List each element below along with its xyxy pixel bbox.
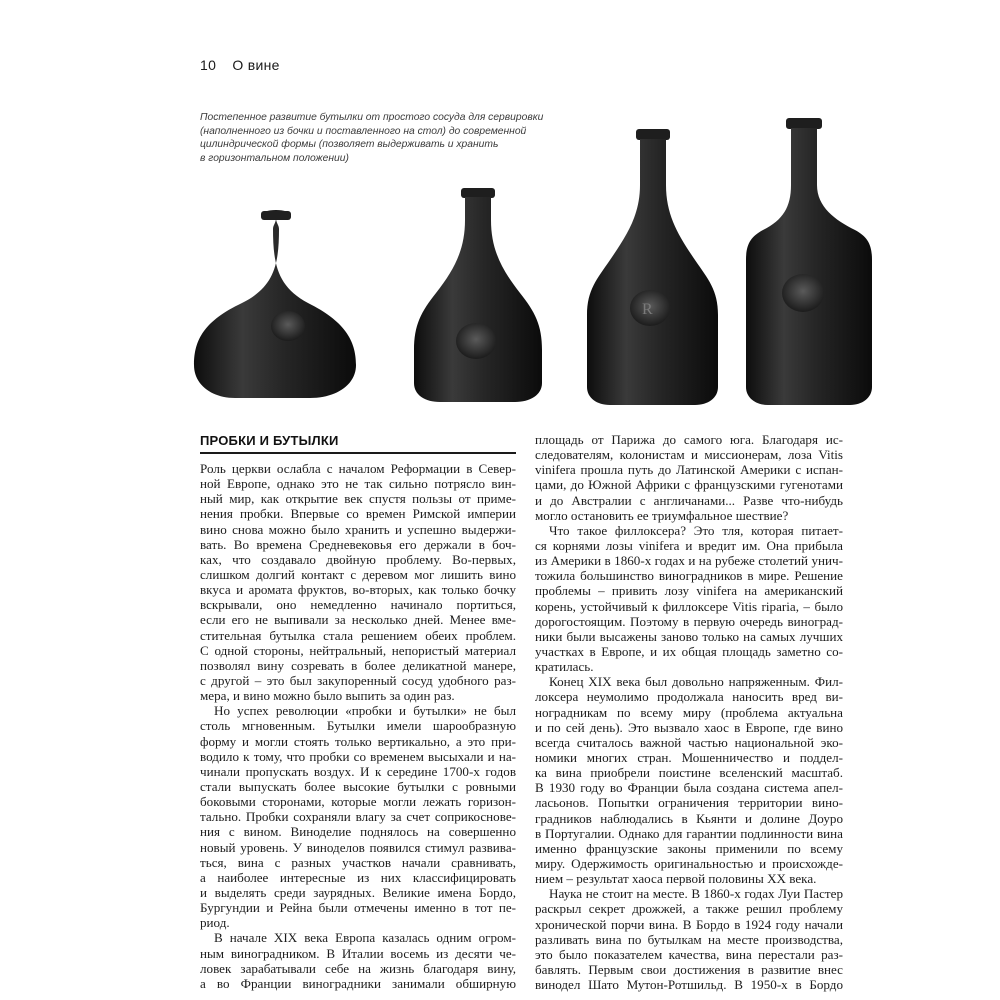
text-line: всегда считалось важной частью национальной эко- xyxy=(535,734,843,750)
text-line: тожила большинство виноградников в мире. Решение xyxy=(535,568,843,584)
text-line: винодел Шато Мутон-Ротшильд. В 1950-х в Бордо xyxy=(535,977,843,993)
text-line: нения пробки. Впервые со времен Римской империи xyxy=(200,506,516,522)
text-line: участках в Европе, и их общая площадь заметно со- xyxy=(535,643,843,659)
text-line: С одной стороны, нейтральный, непористый материал xyxy=(200,642,516,658)
text-line: номики многих стран. Мошенничество и поддел- xyxy=(535,749,843,765)
text-line: ках, что создавало двойную проблему. Во-первых, xyxy=(200,551,516,567)
text-line: следователям, колонистам и миссионерам, лоза Vitis xyxy=(535,447,843,463)
text-line: проблемы – привить лозу vinifera на американский xyxy=(535,583,843,599)
text-line: именно французские законы применили по всему xyxy=(535,840,843,856)
text-line: ным виноградником. В Италии восемь из десяти че- xyxy=(200,945,516,961)
text-line: тально. Пробки сохраняли влагу за счет соприкоснове- xyxy=(200,809,516,825)
text-line: нием – результат хаоса первой половины XX века. xyxy=(535,871,817,887)
text-line: и выделять среди заурядных. Великие имена Бордо, xyxy=(200,884,516,900)
text-line: В 1930 году во Франции была создана система апел- xyxy=(535,780,843,796)
caption-line: (наполненного из бочки и поставленного на стол) до современной xyxy=(200,125,527,137)
text-line: ся корнями лозы vinifera и вредит им. Она прибыла xyxy=(535,537,843,553)
text-line: Роль церкви ослабла с началом Реформации в Север- xyxy=(200,461,516,476)
text-line: и по сей день). Это вызвало хаос в Европе, где вино xyxy=(535,719,843,735)
text-line: Бургундии и Рейна были отмечены именно в тот пе- xyxy=(200,900,516,916)
bottles-photo xyxy=(190,115,880,410)
text-line: чинали пропускать воздух. И к середине 1700-х годов xyxy=(200,763,516,779)
text-line: вать. Во времена Средневековья его держали в боч- xyxy=(200,536,516,552)
text-line: риод. xyxy=(200,915,230,931)
caption-line: в горизонтальном положении) xyxy=(200,152,349,164)
text-line: кратилась. xyxy=(535,659,594,675)
text-line: ния с вином. Виноделие поднялось на совершенно xyxy=(200,824,516,840)
text-line: а наиболее интересные из них классифицировать xyxy=(200,869,516,885)
text-line: ной Европе, однако это не так сильно потрясло вин- xyxy=(200,476,516,492)
text-column-right xyxy=(535,432,843,992)
text-column-left xyxy=(200,461,516,991)
text-line: новый уровень. У виноделов появился стимул развива- xyxy=(200,839,516,855)
text-line: корень, устойчивый к филлоксере Vitis riparia, – было xyxy=(535,598,843,614)
text-line: ный мир, как открытие век спустя пользы от приме- xyxy=(200,491,516,507)
text-line: локсера неумолимо продолжала наносить вред ви- xyxy=(535,689,843,705)
text-line: вскрывали, оно немедленно начинало портиться, xyxy=(200,597,516,613)
caption-line: Постепенное развитие бутылки от простого сосуда для сервировки xyxy=(200,112,544,123)
tall-mallet-bottle xyxy=(587,129,718,405)
text-line: это было показателем качества, вина перестали раз- xyxy=(535,946,843,962)
text-line: стали выпускать более высокие бутылки с ровными xyxy=(200,778,516,794)
text-line: столь мгновенным. Бутылки имели шарообразную xyxy=(200,718,516,734)
text-line: если его не выпивали за несколько дней. Менее вме- xyxy=(200,612,516,628)
text-line: вкуса и аромата фруктов, во-вторых, как только бочку xyxy=(200,582,516,598)
onion-bottle xyxy=(194,210,356,398)
text-line: Конец XIX века был довольно напряженным. Фил- xyxy=(549,674,843,690)
text-line: слишком долгий контакт с деревом мог лишить вино xyxy=(200,566,516,582)
mallet-bottle xyxy=(414,188,542,402)
text-line: в Португалии. Однако для гарантии подлинности вина xyxy=(535,825,843,841)
running-head xyxy=(200,57,280,73)
text-line: вино снова можно было хранить и успешно выдержи- xyxy=(200,521,516,537)
text-line: разливать вина по бутылкам на месте производства, xyxy=(535,931,843,947)
text-line: бавлять. Первым свои достижения в развитие внес xyxy=(535,961,843,977)
text-line: с другой – это был закупоренный сосуд удобного раз- xyxy=(200,672,516,688)
heading-rule xyxy=(200,452,516,454)
svg-text:R: R xyxy=(642,301,653,318)
text-line: градников наблюдались в Кьянти и долине Доуро xyxy=(535,810,843,826)
text-line: и до Австралии с англичанами... Разве что-нибудь xyxy=(535,492,843,508)
page-number: 10 xyxy=(200,57,217,73)
text-line: форму и могли стоять только вертикально, а это при- xyxy=(200,733,516,749)
text-line: Что такое филлоксера? Это тля, которая питает- xyxy=(549,522,843,538)
text-line: боковыми сторонами, которые могли лежать горизон- xyxy=(200,794,516,810)
text-line: ники были высажены заново только на самых лучших xyxy=(535,628,843,644)
text-line: стительная бутылка стала решением обеих проблем. xyxy=(200,627,516,643)
text-line: Но успех революции «пробки и бутылки» не был xyxy=(214,703,516,719)
section-heading: ПРОБКИ И БУТЫЛКИ xyxy=(200,433,339,448)
text-line: раскрыл секрет дрожжей, а также решил проблему xyxy=(535,901,843,917)
text-line: ловек зарабатывали себе на жизнь благодаря вину, xyxy=(200,960,516,976)
text-line: мера, и вино можно было выпить за один раз. xyxy=(200,688,455,704)
text-line: а во Франции виноградники занимали обширную xyxy=(200,975,516,991)
cylindrical-bottle xyxy=(746,118,872,405)
text-line: цами, до Южной Африки с французскими гугенотами xyxy=(535,477,843,493)
text-line: хронической порчи вина. В Бордо в 1924 году начали xyxy=(535,916,843,932)
text-line: водило к тому, что пробки со временем высыхали и на- xyxy=(200,748,516,764)
text-line: площадь от Парижа до самого юга. Благодаря ис- xyxy=(535,432,843,447)
text-line: могло остановить ее триумфальное шествие? xyxy=(535,507,789,523)
section-title: О вине xyxy=(232,57,280,73)
text-line: из Америки в 1860-х годах и на рубеже столетий унич- xyxy=(535,553,843,569)
text-line: ласьонов. Попытки ограничения территории вино- xyxy=(535,795,843,811)
text-line: В начале XIX века Европа казалась одним огром- xyxy=(214,930,516,946)
text-line: Наука не стоит на месте. В 1860-х годах Луи Пастер xyxy=(549,886,843,902)
text-line: дорогостоящим. Поэтому в первую очередь виноград- xyxy=(535,613,843,629)
text-line: vinifera прошла путь до Латинской Америки с испан- xyxy=(535,462,843,478)
text-line: ноградникам по всему миру (проблема актуальна xyxy=(535,704,843,720)
caption-line: цилиндрической формы (позволяет выдерживать и хранить xyxy=(200,139,499,151)
text-line: миру. Одержимость оригинальностью и происхожде- xyxy=(535,855,843,871)
text-line: ться, вина с разных участков начали сравнивать, xyxy=(200,854,516,870)
text-line: позволял вину созревать в более деликатной манере, xyxy=(200,657,516,673)
text-line: ка вина приобрели поистине вселенский масштаб. xyxy=(535,765,843,781)
